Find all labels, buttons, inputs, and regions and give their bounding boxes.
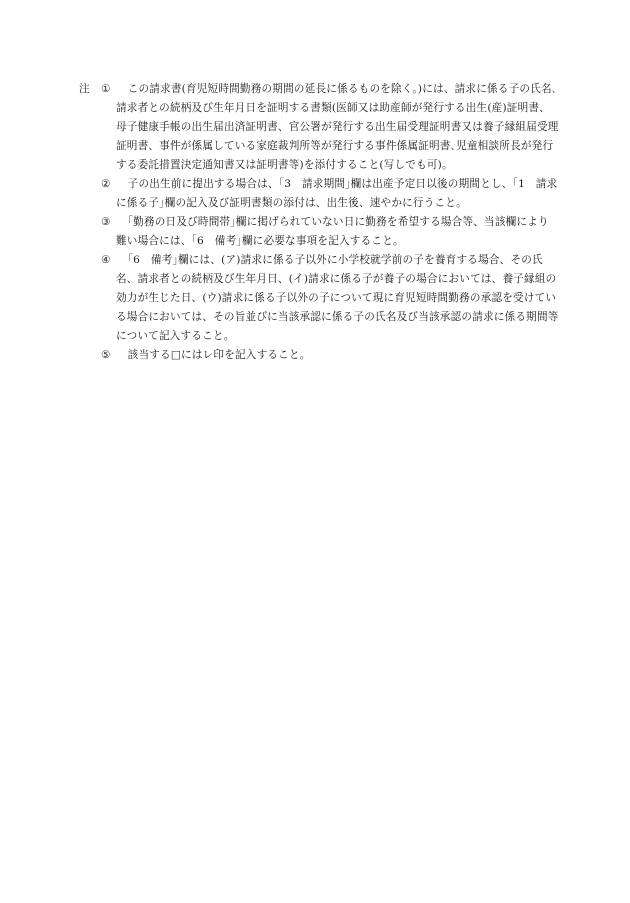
note-item-4 [79,251,559,346]
note-item-1 [79,80,559,175]
note-item-5 [79,346,559,365]
note-text: ｢勤務の日及び時間帯｣欄に掲げられていない日に勤務を希望する場合等、当該欄により難い場合には、｢6 備考｣欄に必要な事項を記入すること。 [116,216,549,247]
note-text: 子の出生前に提出する場合は、｢3 請求期間｣欄は出産予定日以後の期間とし、｢1 請求に係る子｣欄の記入及び証明書類の添付は、出生後、速やかに行うこと。 [116,178,558,209]
note-number: ④ [101,254,111,266]
note-number: ① [101,83,111,95]
note-text: この請求書(育児短時間勤務の期間の延長に係るものを除く。)には、請求に係る子の氏名､請求者との続柄及び生年月日を証明する書類(医師又は助産師が発行する出生(産)証明書、母子健康手帳の出生届出済証明書、官公署が発行する出生届受理証明書又は養子縁組届受理証明書、事件が係属している家庭裁判所等が発行する事件係属証明書､児童相談所長が発行する委託措置決定通知書又は証明書等)を添付すること(写しでも可)。 [116,83,559,171]
notes-section [79,80,559,365]
note-item-3 [79,213,559,251]
note-text: ｢6 備考｣欄には、(ア)請求に係る子以外に小学校就学前の子を養育する場合、その氏名、請求者との続柄及び生年月日、(イ)請求に係る子が養子の場合においては、養子縁組の効力が生じた日、(ウ)請求に係る子以外の子について現に育児短時間勤務の承認を受けている場合においては、その旨並びに当該承認に係る子の氏名及び当該承認の請求に係る期間等について記入すること。 [116,254,559,342]
note-number: ③ [101,216,111,228]
note-item-2 [79,175,559,213]
notes-label: 注 [79,83,90,95]
note-number: ⑤ [101,349,111,361]
note-text: 該当する□にはレ印を記入すること。 [127,349,311,361]
note-number: ② [101,178,111,190]
